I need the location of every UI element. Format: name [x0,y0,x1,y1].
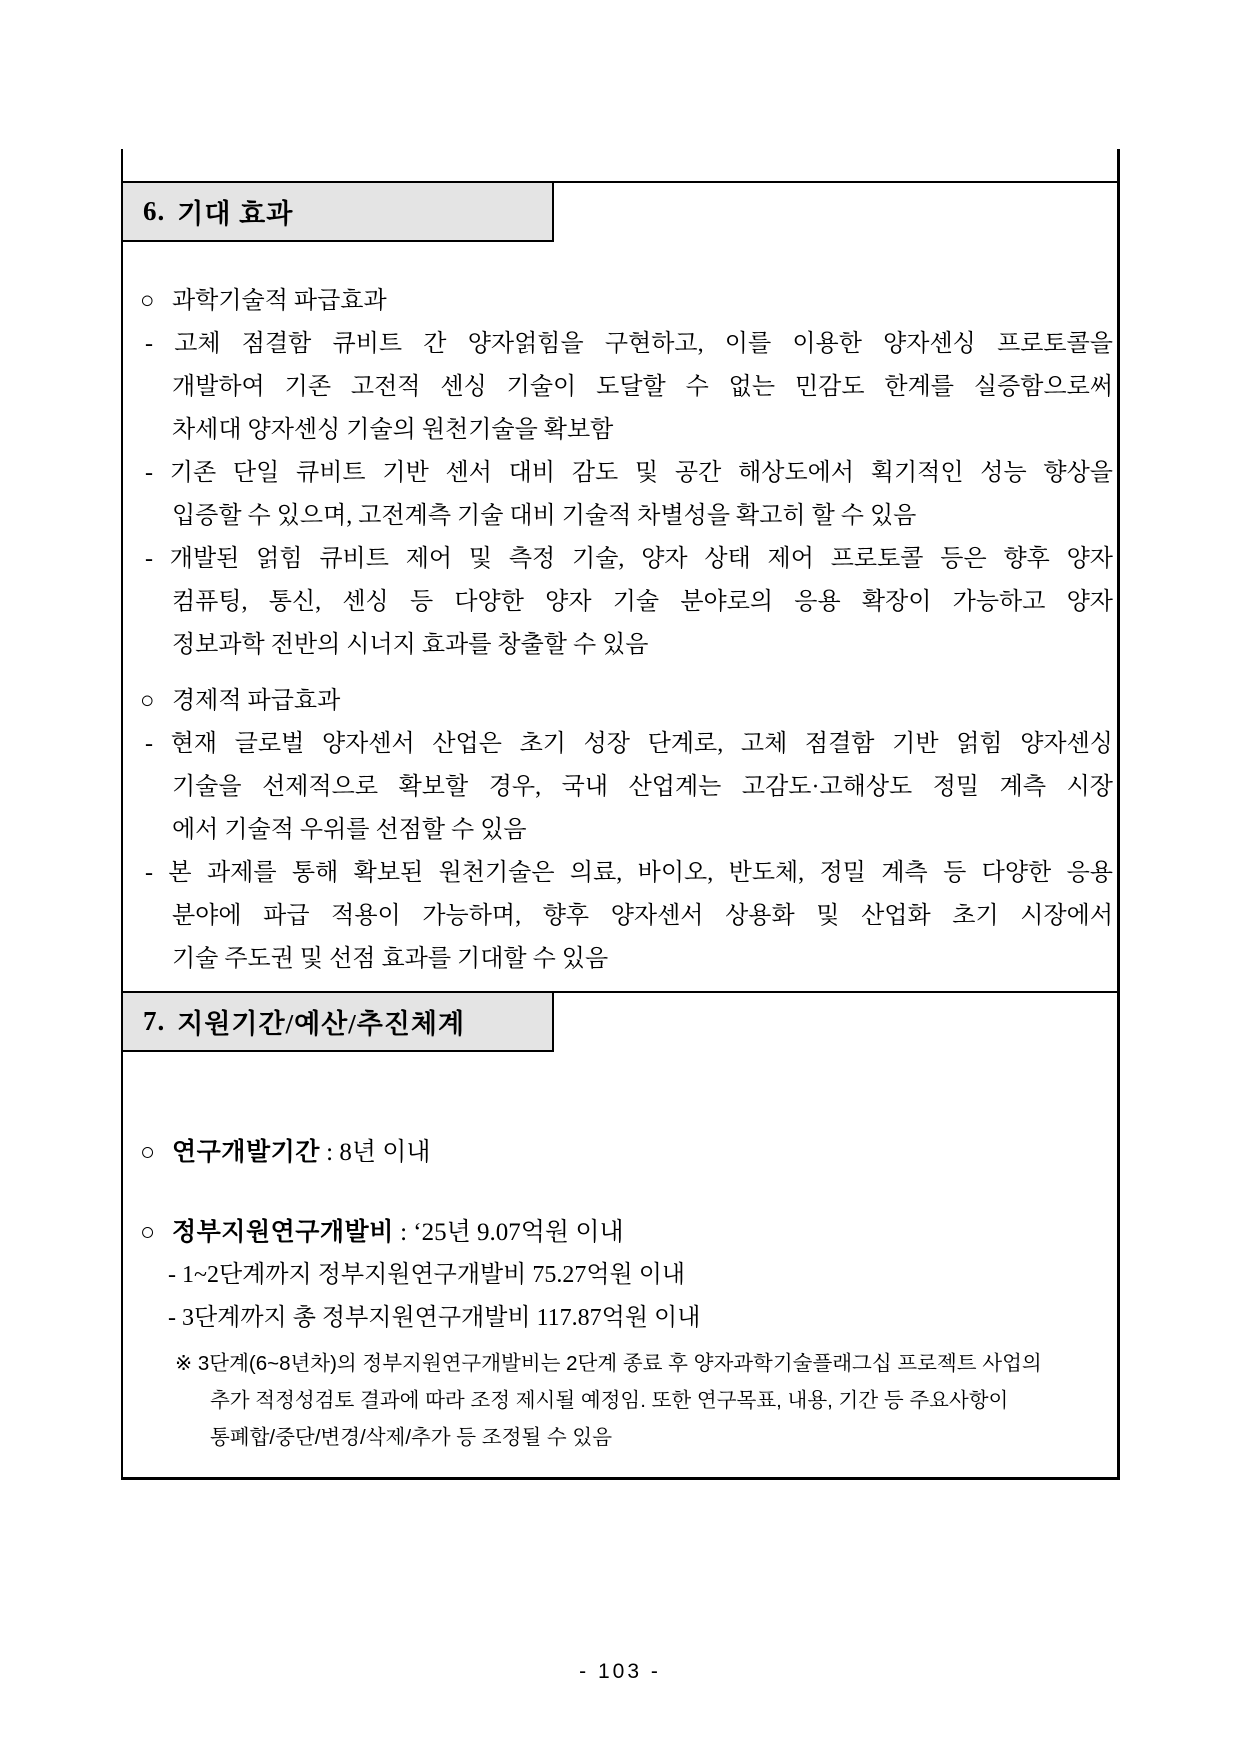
key-value-item [140,1211,1113,1254]
reference-note [140,1345,1113,1456]
paragraph-line: - 기존 단일 큐비트 기반 센서 대비 감도 및 공간 해상도에서 획기적인 성능 향상을 [145,460,1113,486]
item-value: : ‘25년 9.07억원 이내 [393,1219,624,1246]
item-value: : 8년 이내 [319,1139,431,1166]
item-label: 연구개발기간 [172,1139,320,1166]
dash-subitem: - 1~2단계까지 정부지원연구개발비 75.27억원 이내 [168,1262,686,1288]
paragraph-line: 차세대 양자센싱 기술의 원천기술을 확보함 [172,417,614,443]
circle-marker: ○ [140,288,155,314]
section7-header [121,991,554,1052]
circle-marker: ○ [140,1139,156,1166]
dash-bullet-paragraph [140,323,1113,452]
paragraph-gap [140,667,1113,680]
dash-subitem: - 3단계까지 총 정부지원연구개발비 117.87억원 이내 [168,1305,701,1331]
paragraph-line: 입증할 수 있으며, 고전계측 기술 대비 기술적 차별성을 확고히 할 수 있음 [172,503,917,529]
heading-text: 과학기술적 파급효과 [172,288,387,314]
section7-title: 지원기간/예산/추진체계 [177,1009,466,1039]
paragraph-line: - 현재 글로벌 양자센서 산업은 초기 성장 단계로, 고체 점결함 기반 얽힘 양자센싱 [145,731,1113,757]
section6-header [121,181,554,242]
paragraph-line: 컴퓨팅, 통신, 센싱 등 다양한 양자 기술 분야로의 응용 확장이 가능하고 양자 [172,589,1113,615]
paragraph-line: - 고체 점결함 큐비트 간 양자얽힘을 구현하고, 이를 이용한 양자센싱 프로토콜을 [145,331,1113,357]
heading-text: 경제적 파급효과 [172,688,341,714]
section6-number: 6. [143,196,166,226]
circle-bullet-heading [140,680,1113,723]
paragraph-line: 기술을 선제적으로 확보할 경우, 국내 산업계는 고감도·고해상도 정밀 계측 시장 [172,774,1113,800]
paragraph-line: 기술 주도권 및 선점 효과를 기대할 수 있음 [172,946,609,972]
circle-bullet-heading [140,280,1113,323]
paragraph-line: 분야에 파급 적용이 가능하며, 향후 양자센서 상용화 및 산업화 초기 시장에서 [172,903,1113,929]
section6-body [140,280,1113,981]
paragraph-line: 에서 기술적 우위를 선점할 수 있음 [172,817,527,843]
key-value-item [140,1131,1113,1174]
section7-number: 7. [143,1006,166,1036]
section6-title: 기대 효과 [177,199,294,229]
paragraph-line: - 본 과제를 통해 확보된 원천기술은 의료, 바이오, 반도체, 정밀 계측 등 다양한 응용 [145,860,1113,886]
dash-bullet-paragraph [140,452,1113,538]
paragraph-line: - 개발된 얽힘 큐비트 제어 및 측정 기술, 양자 상태 제어 프로토콜 등은 향후 양자 [145,546,1113,572]
dash-bullet-paragraph [140,723,1113,852]
dash-bullet-paragraph [140,852,1113,981]
dash-bullet-paragraph [140,538,1113,667]
note-line: 통폐합/중단/변경/삭제/추가 등 조정될 수 있음 [210,1426,613,1449]
item-label: 정부지원연구개발비 [172,1219,394,1246]
page-number: - 103 - [579,1660,661,1683]
note-line: 추가 적정성검토 결과에 따라 조정 제시될 예정임. 또한 연구목표, 내용, 기간 등 주요사항이 [210,1389,1009,1412]
note-line: ※ 3단계(6~8년차)의 정부지원연구개발비는 2단계 종료 후 양자과학기술플래그십 프로젝트 사업의 [175,1352,1042,1375]
paragraph-line: 개발하여 기존 고전적 센싱 기술이 도달할 수 없는 민감도 한계를 실증함으로써 [172,374,1113,400]
circle-marker: ○ [140,688,155,714]
paragraph-line: 정보과학 전반의 시너지 효과를 창출할 수 있음 [172,632,649,658]
section7-body [140,1131,1113,1456]
circle-marker: ○ [140,1219,156,1246]
